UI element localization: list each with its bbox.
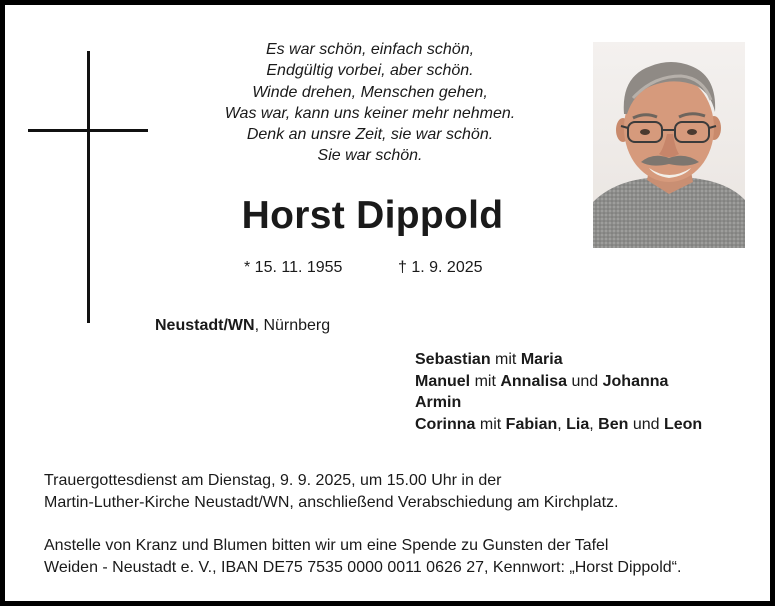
death-date: † 1. 9. 2025	[398, 259, 483, 276]
poem-line: Sie war schön.	[317, 147, 423, 165]
family-member: Corinna	[415, 415, 476, 433]
poem-line: Es war schön, einfach schön,	[265, 41, 475, 58]
family-member: Leon	[663, 415, 703, 433]
birth-date: * 15. 11. 1955	[244, 259, 343, 276]
family-connector: ,	[589, 415, 599, 433]
family-connector: und	[567, 372, 603, 390]
family-line	[415, 371, 702, 393]
family-connector: mit	[475, 415, 506, 433]
family-member: Lia	[566, 415, 590, 433]
donation-line: Anstelle von Kranz und Blumen bitten wir um eine Spende zu Gunsten der Tafel	[44, 537, 609, 555]
family-member: Sebastian	[415, 351, 491, 368]
family-member: Armin	[415, 394, 462, 411]
poem	[190, 39, 550, 167]
service-line: Martin-Luther-Kirche Neustadt/WN, anschließend Verabschiedung am Kirchplatz.	[44, 493, 619, 511]
family-connector: und	[628, 415, 664, 433]
funeral-info	[44, 470, 681, 579]
family-line	[415, 349, 702, 371]
family-member: Fabian	[505, 415, 558, 433]
portrait-photo	[593, 42, 745, 248]
place-primary: Neustadt/WN	[155, 317, 255, 334]
service-line: Trauergottesdienst am Dienstag, 9. 9. 2025, um 15.00 Uhr in der	[44, 472, 502, 489]
donation-line: Weiden - Neustadt e. V., IBAN DE75 7535 0000 0011 0626 27, Kennwort: „Horst Dippold“.	[44, 559, 682, 577]
cross-icon	[87, 51, 90, 323]
cross-icon-bar	[28, 129, 148, 132]
family-list	[415, 349, 702, 435]
deceased-name: Horst Dippold	[241, 194, 504, 237]
poem-line: Endgültig vorbei, aber schön.	[266, 62, 474, 80]
family-line	[415, 414, 702, 436]
family-connector: mit	[490, 351, 521, 368]
info-spacer	[44, 514, 681, 536]
place-secondary: , Nürnberg	[254, 317, 331, 334]
family-member: Manuel	[415, 372, 471, 390]
poem-line: Winde drehen, Menschen gehen,	[252, 83, 488, 101]
family-connector: ,	[557, 415, 567, 433]
family-line	[415, 392, 702, 414]
family-member: Johanna	[602, 372, 669, 390]
portrait-photo-image	[593, 42, 745, 248]
poem-line: Denk an unsre Zeit, sie war schön.	[246, 126, 494, 144]
family-member: Maria	[520, 351, 563, 368]
poem-line: Was war, kann uns keiner mehr nehmen.	[224, 104, 516, 122]
family-connector: mit	[470, 372, 501, 390]
family-member: Ben	[598, 415, 629, 433]
family-member: Annalisa	[500, 372, 568, 390]
place-of-residence	[155, 317, 330, 335]
